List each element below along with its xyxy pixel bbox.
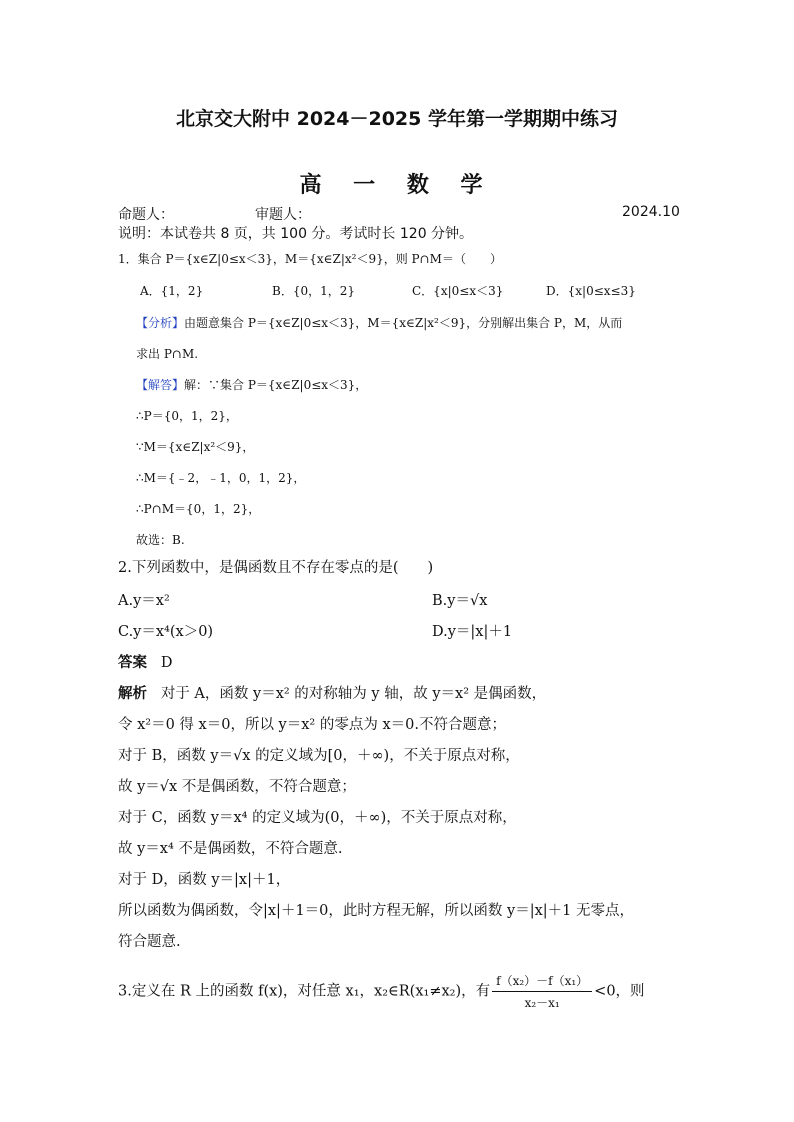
q3-stem [118,972,645,1011]
q2-explain-line-5: 对于 C，函数 y＝x⁴ 的定义域为(0，＋∞)，不关于原点对称， [118,810,517,826]
q3-fraction [492,972,592,1011]
q1-analysis-cont: 求出 P∩M. [136,347,199,361]
q3-stem-end: <0，则 [594,983,645,1000]
q2-option-c: C.y＝x⁴(x＞0) [118,624,214,640]
q2-option-a: A.y＝x² [118,593,170,609]
q1-solution-line-4: ∴M＝{﹣2，﹣1，0，1，2}， [136,471,306,485]
q2-answer [118,651,172,672]
exam-note: 说明：本试卷共 8 页，共 100 分。考试时长 120 分钟。 [118,226,474,242]
q1-option-c: C．{x|0≤x＜3} [412,284,504,298]
analysis-text: 由题意集合 P＝{x∈Z|0≤x＜3}，M＝{x∈Z|x²＜9}，分别解出集合 P，M，从而 [184,316,623,330]
explain-label: 解析 [118,685,147,702]
q2-explain-line-1: 解析 对于 A，函数 y＝x² 的对称轴为 y 轴，故 y＝x² 是偶函数， [118,685,547,702]
q1-analysis [136,314,622,331]
answer-value: D [160,655,173,671]
q1-solution-line-3: ∵M＝{x∈Z|x²＜9}， [136,440,255,454]
subject-title: 高 一 数 学 [299,173,495,198]
exam-title: 北京交大附中 2024－2025 学年第一学期期中练习 [176,108,618,130]
q1-option-a: A．{1，2} [140,284,204,298]
setter-label: 命题人： [118,207,174,223]
q2-stem: 2.下列函数中，是偶函数且不存在零点的是( ) [118,560,434,576]
exam-date: 2024.10 [622,204,680,220]
q3-fraction-denominator: x₂－x₁ [524,996,560,1010]
analysis-tag: 【分析】 [136,316,185,330]
solution-tag: 【解答】 [136,378,185,392]
q2-explain-line-2: 令 x²＝0 得 x＝0，所以 y＝x² 的零点为 x＝0.不符合题意； [118,717,506,733]
q3-fraction-numerator: f（x₂）－f（x₁） [492,972,592,992]
q1-stem: 1．集合 P＝{x∈Z|0≤x＜3}，M＝{x∈Z|x²＜9}，则 P∩M＝（ ） [118,252,502,266]
q2-explain-line-3: 对于 B，函数 y＝√x 的定义域为[0，＋∞)，不关于原点对称， [118,748,520,764]
q2-explain-line-8: 所以函数为偶函数，令|x|＋1＝0，此时方程无解，所以函数 y＝|x|＋1 无零点， [118,903,634,919]
q2-explain-line-6: 故 y＝x⁴ 不是偶函数，不符合题意. [118,841,343,857]
q1-solution-line-5: ∴P∩M＝{0，1，2}， [136,502,261,516]
q2-explain-line-9: 符合题意. [118,934,181,950]
q2-option-b: B.y＝√x [432,593,488,609]
q2-explain-line-7: 对于 D，函数 y＝|x|＋1， [118,872,291,888]
q1-option-d: D．{x|0≤x≤3} [546,284,636,298]
q2-explain-line-4: 故 y＝√x 不是偶函数，不符合题意； [118,779,356,795]
q1-solution-line-6: 故选：B. [136,533,185,547]
answer-label: 答案 [118,654,147,671]
q3-stem-start: 3.定义在 R 上的函数 f(x)，对任意 x₁，x₂∈R(x₁≠x₂)，有 [118,983,491,1000]
q1-solution-line-1: 【解答】解：∵集合 P＝{x∈Z|0≤x＜3}， [136,378,368,392]
reviewer-label: 审题人： [255,207,311,223]
q1-solution-line-2: ∴P＝{0，1，2}， [136,409,238,423]
q2-option-d: D.y＝|x|＋1 [432,624,513,640]
q1-option-b: B．{0，1，2} [272,284,355,298]
